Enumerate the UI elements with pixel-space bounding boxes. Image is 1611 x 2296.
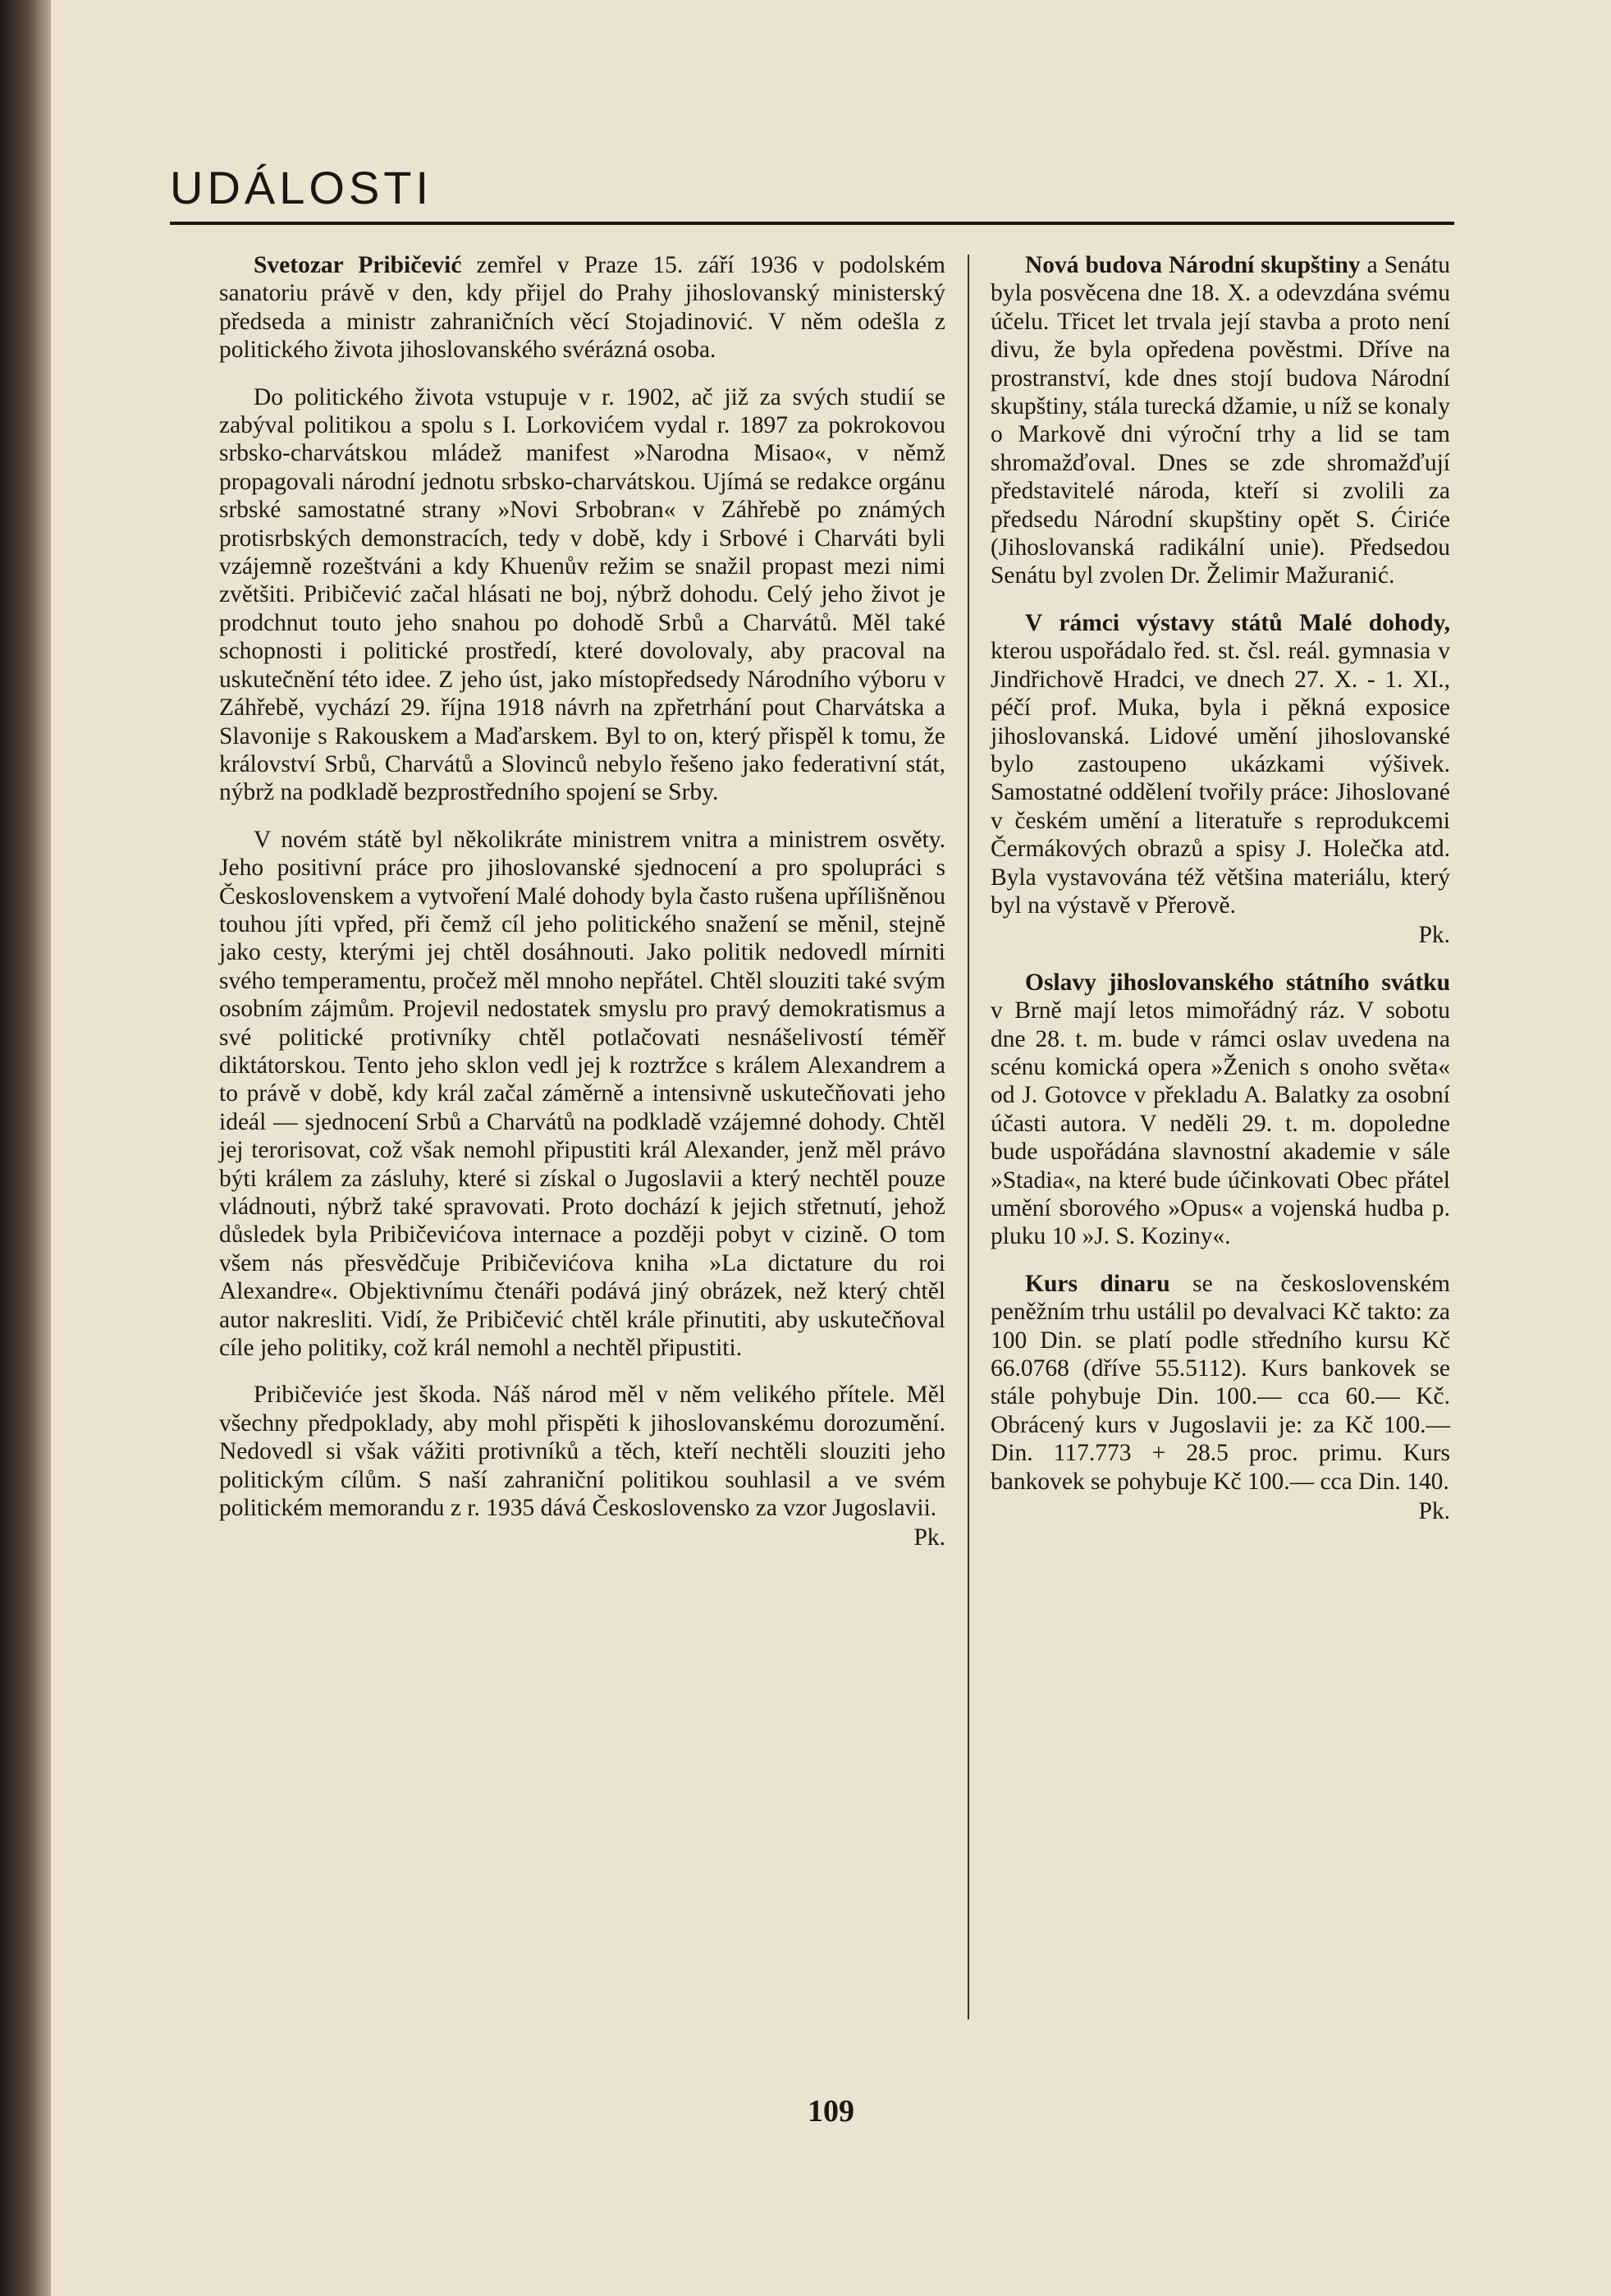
book-spine-shadow bbox=[0, 0, 51, 2296]
article-headline: Oslavy jihoslovanského státního svátku bbox=[1025, 969, 1450, 996]
page-number: 109 bbox=[808, 2094, 854, 2129]
article-kurs-dinaru bbox=[991, 1270, 1450, 1526]
paragraph-text: zemřel v Praze 15. září 1936 v podolském sanatoriu právě v den, kdy přijel do Prahy jihoslovanský ministerský předseda a ministr zahraničních věcí Stojadinović. V něm odešla z politického života jihoslovanského svérázná osoba. bbox=[219, 252, 945, 364]
paragraph-text: se na československém peněžním trhu ustálil po devalvaci Kč takto: za 100 Din. se platí podle středního kursu Kč 66.0768 (dříve 55.5112). Kurs bankovek se stále pohybuje Din. 100.— cca 60.— Kč. Obrácený kurs v Jugoslavii je: za Kč 100.— Din. 117.773 + 28.5 proc. primu. Kurs bankovek se pohybuje Kč 100.— cca Din. 140. bbox=[991, 1270, 1450, 1495]
author-signature: Pk. bbox=[913, 1524, 945, 1551]
header-rule bbox=[170, 222, 1454, 225]
paragraph-text: kterou uspořádalo řed. st. čsl. reál. gymnasia v Jindřichově Hradci, ve dnech 27. X. - 1. XI., péčí prof. Muka, byla i pěkná exposice jihoslovanská. Lidové umění jihoslovanské bylo zastoupeno ukázkami výšivek. Samostatné oddělení tvořily práce: Jihoslované v českém umění a literatuře s reprodukcemi Čermákových obrazů a spisy J. Holečka atd. Byla vystavována též většina materiálu, který byl na výstavě v Přerově. bbox=[991, 638, 1450, 919]
article-headline: Kurs dinaru bbox=[1025, 1270, 1170, 1297]
article-pribicevic-p2 bbox=[219, 383, 945, 807]
paragraph-text: Pribičeviće jest škoda. Náš národ měl v něm velikého přítele. Měl všechny předpoklady, aby mohl přispěti k jihoslovanskému dorozumění. Nedovedl si však vážiti protivníků a těch, kteří nechtěli slouziti jeho politickým cílům. S naší zahraniční politikou souhlasil a ve svém politickém memorandu z r. 1935 dává Československo za vzor Jugoslavii. bbox=[219, 1382, 945, 1522]
paragraph-text: v Brně mají letos mimořádný ráz. V sobotu dne 28. t. m. bude v rámci oslav uvedena na scénu komická opera »Ženich s onoho světa« od J. Gotovce v překladu A. Balatky za osobní účasti autora. V neděli 29. t. m. dopoledne bude uspořádána slavnostní akademie v sále »Stadia«, na které bude účinkovati Obec přátel umění sborového »Opus« a vojenská hudba p. pluku 10 »J. S. Koziny«. bbox=[991, 997, 1450, 1250]
author-signature: Pk. bbox=[1418, 922, 1450, 949]
left-column bbox=[219, 251, 945, 1571]
article-oslavy bbox=[991, 969, 1450, 1251]
article-skupstina bbox=[991, 251, 1450, 590]
paragraph-text: a Senátu byla posvěcena dne 18. X. a odevzdána svému účelu. Třicet let trvala její stavba a proto není divu, že byla opředena pověstmi. Dříve na prostranství, kde dnes stojí budova Národní skupštiny, stála turecká džamie, u níž se konaly o Markově dni výroční trhy a lid se tam shromažďoval. Dnes se zde shromažďují představitelé národa, kteří si zvolili za předsedu Národní skupštiny opět S. Ćiriće (Jihoslovanská radikální unie). Předsedou Senátu byl zvolen Dr. Želimir Mažuranić. bbox=[991, 252, 1450, 589]
column-divider bbox=[968, 254, 969, 2019]
page bbox=[51, 0, 1611, 2296]
article-headline: V rámci výstavy států Malé dohody, bbox=[1025, 609, 1450, 636]
article-headline: Svetozar Pribičević bbox=[254, 252, 462, 278]
article-pribicevic-p1 bbox=[219, 251, 945, 364]
article-vystava bbox=[991, 609, 1450, 950]
article-pribicevic-p4 bbox=[219, 1381, 945, 1551]
article-headline: Nová budova Národní skupštiny bbox=[1025, 252, 1361, 278]
author-signature: Pk. bbox=[1418, 1498, 1450, 1525]
right-column bbox=[991, 251, 1450, 1544]
article-pribicevic-p3 bbox=[219, 826, 945, 1363]
paragraph-text: V novém státě byl několikráte ministrem vnitra a ministrem osvěty. Jeho positivní práce pro jihoslovanské sjednocení a pro spolupráci s Československem a vytvoření Malé dohody byla často rušena upřílišněnou touhou jíti vpřed, při čemž cíl jeho politického snažení se měnil, stejně jako cesty, kterými jej chtěl dosáhnouti. Jako politik nedovedl mírniti svého temperamentu, pročež měl mnoho nepřátel. Chtěl slouziti také svým osobním zájmům. Projevil nedostatek smyslu pro pravý demokratismus a své politické protivníky chtěl potlačovati nesnášelivostí téměř diktátorskou. Tento jeho sklon vedl jej k roztržce s králem Alexandrem a to právě v době, kdy král začal záměrně a intensivně uskutečňovati jeho ideál — sjednocení Srbů a Charvátů na podkladě vzájemné dohody. Chtěl jej terorisovat, což však nemohl připustiti král Alexander, jenž měl právo býti králem za zásluhy, které si získal o Jugoslavii a který nechtěl pouze vládnouti, nýbrž také spravovati. Proto dochází k jejich střetnutí, jehož důsledek byla Pribičevićova internace a později pobyt v cizině. O tom všem nás přesvědčuje Pribičevićova kniha »La dictature du roi Alexandre«. Objektivnímu čtenáři podává jiný obrázek, než který chtěl autor nakresliti. Vidí, že Pribičević chtěl krále přinutiti, aby uskutečňoval cíle jeho politiky, což král nemohl a nechtěl připustiti. bbox=[219, 826, 945, 1362]
paragraph-text: Do politického života vstupuje v r. 1902, ač již za svých studií se zabýval politikou a spolu s I. Lorkovićem vydal r. 1897 za pokrokovou srbsko-charvátskou mládež manifest »Narodna Misao«, v němž propagovali národní jednotu srbsko-charvátskou. Ujímá se redakce orgánu srbské samostatné strany »Novi Srbobran« v Záhřebě po známých protisrbských demonstracích, tedy v době, kdy i Srbové i Charváti byli vzájemně rozeštváni a kdy Khuenův režim se snažil propast mezi nimi zvětšiti. Pribičević začal hlásati ne boj, nýbrž dohodu. Celý jeho život je prodchnut touto jeho snahou po dohodě Srbů a Charvátů. Měl také schopnosti i politické prostředí, které dovolovaly, aby pracoval na uskutečnění této idee. Z jeho úst, jako místopředsedy Národního výboru v Záhřebě, vychází 29. října 1918 návrh na zpřetrhání pout Charvátska a Slavonije s Rakouskem a Maďarskem. Byl to on, který přispěl k tomu, že království Srbů, Charvátů a Slovinců nebylo řešeno jako federativní stát, nýbrž na podkladě bezprostředního spojení se Srby. bbox=[219, 383, 945, 806]
section-title: UDÁLOSTI bbox=[170, 162, 433, 213]
